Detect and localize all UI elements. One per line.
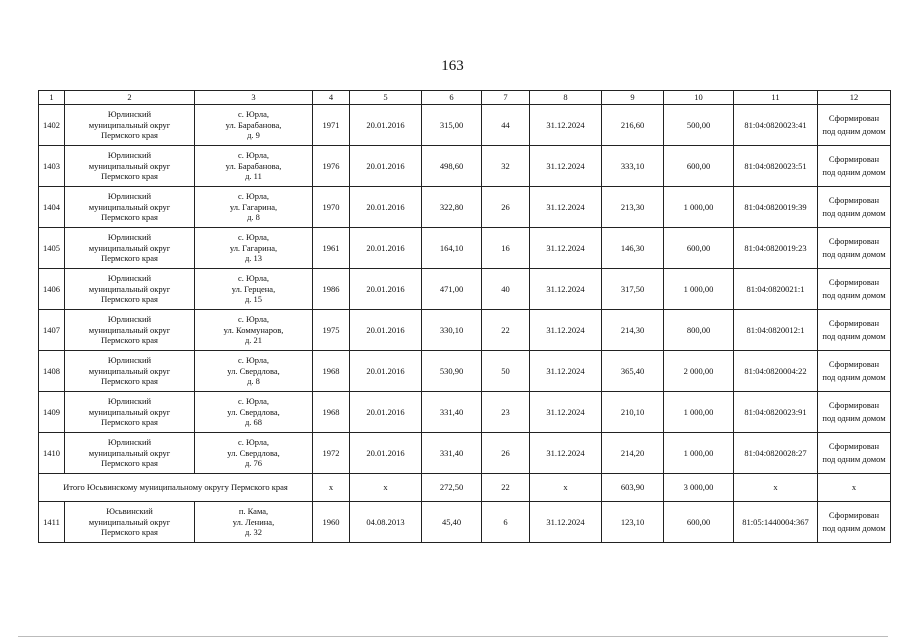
people-cell: 22 [482,310,530,351]
deadline-cell: 31.12.2024 [530,502,602,543]
cadastre-cell: 81:04:0820021:1 [734,269,818,310]
living-area-cell: 213,30 [602,187,664,228]
year-cell: 1968 [313,351,350,392]
address-cell-line: ул. Свердлова, [227,447,280,458]
table-body [39,91,891,543]
municipality-cell [65,392,195,433]
address-cell [195,351,313,392]
address-cell-line: д. 11 [245,171,262,182]
municipality-cell [65,228,195,269]
municipality-cell-line: муниципальный округ [88,406,171,417]
header-cell: 5 [350,91,422,105]
cost-cell: 500,00 [664,105,734,146]
municipality-cell-line: Пермского края [101,417,158,428]
year-cell: 1961 [313,228,350,269]
people-cell: 16 [482,228,530,269]
status-cell-line: Сформирован [828,113,880,123]
municipality-cell-line: муниципальный округ [88,365,171,376]
municipality-cell-line: Пермского края [101,376,158,387]
status-cell-line: Сформирован [828,195,880,205]
municipality-cell-line: Пермского края [101,335,158,346]
area-cell: 45,40 [422,502,482,543]
address-cell-line: п. Кама, [238,506,269,517]
date-cell: 20.01.2016 [350,392,422,433]
total-deadline-cell: x [530,474,602,502]
address-cell-line: д. 8 [247,376,260,387]
people-cell: 32 [482,146,530,187]
address-cell [195,269,313,310]
cost-cell: 600,00 [664,502,734,543]
municipality-cell-line: Юрлинский [107,232,152,243]
people-cell: 40 [482,269,530,310]
municipality-cell-line: муниципальный округ [88,119,171,130]
municipality-cell-line: Юрлинский [107,150,152,161]
table-row [39,105,891,146]
area-cell: 331,40 [422,433,482,474]
cost-cell: 600,00 [664,228,734,269]
address-cell-line: с. Юрла, [237,437,270,448]
municipality-cell-line: Пермского края [101,458,158,469]
people-cell: 26 [482,433,530,474]
page-bottom-rule [18,636,888,637]
total-living-cell: 603,90 [602,474,664,502]
header-cell: 10 [664,91,734,105]
municipality-cell-line: муниципальный округ [88,324,171,335]
living-area-cell: 317,50 [602,269,664,310]
status-cell-line: Сформирован [828,359,880,369]
row-number: 1408 [39,351,65,392]
municipality-cell-line: Юрлинский [107,314,152,325]
status-cell [818,310,891,351]
address-cell [195,105,313,146]
people-cell: 50 [482,351,530,392]
municipality-cell-line: муниципальный округ [88,447,171,458]
area-cell: 330,10 [422,310,482,351]
total-row [39,474,891,502]
municipality-cell-line: муниципальный округ [88,516,171,527]
deadline-cell: 31.12.2024 [530,310,602,351]
municipality-cell-line: Юрлинский [107,355,152,366]
area-cell: 322,80 [422,187,482,228]
cadastre-cell: 81:04:0820012:1 [734,310,818,351]
municipality-cell [65,187,195,228]
address-cell-line: д. 76 [244,458,263,469]
address-cell [195,502,313,543]
status-cell-line: под одним домом [822,413,886,423]
cadastre-cell: 81:04:0820023:51 [734,146,818,187]
living-area-cell: 365,40 [602,351,664,392]
area-cell: 498,60 [422,146,482,187]
cost-cell: 800,00 [664,310,734,351]
total-status-cell: x [818,474,891,502]
address-cell-line: с. Юрла, [237,150,270,161]
status-cell-line: Сформирован [828,318,880,328]
row-number: 1405 [39,228,65,269]
status-cell-line: Сформирован [828,510,880,520]
address-cell-line: д. 9 [247,130,260,141]
status-cell-line: под одним домом [822,290,886,300]
status-cell [818,187,891,228]
municipality-cell-line: Юсьвинский [106,506,153,517]
area-cell: 471,00 [422,269,482,310]
status-cell [818,269,891,310]
cadastre-cell: 81:04:0820028:27 [734,433,818,474]
status-cell [818,392,891,433]
area-cell: 315,00 [422,105,482,146]
deadline-cell: 31.12.2024 [530,228,602,269]
living-area-cell: 333,10 [602,146,664,187]
status-cell-line: под одним домом [822,167,886,177]
people-cell: 44 [482,105,530,146]
year-cell: 1976 [313,146,350,187]
area-cell: 164,10 [422,228,482,269]
municipality-cell [65,310,195,351]
year-cell: 1972 [313,433,350,474]
header-cell: 3 [195,91,313,105]
cost-cell: 1 000,00 [664,269,734,310]
address-cell-line: с. Юрла, [237,191,270,202]
address-cell-line: с. Юрла, [237,232,270,243]
address-cell [195,187,313,228]
table-row [39,310,891,351]
row-number: 1409 [39,392,65,433]
living-area-cell: 214,30 [602,310,664,351]
header-cell: 12 [818,91,891,105]
municipality-cell-line: Пермского края [101,171,158,182]
status-cell-line: Сформирован [828,400,880,410]
row-number: 1407 [39,310,65,351]
address-cell [195,310,313,351]
municipality-cell [65,146,195,187]
area-cell: 530,90 [422,351,482,392]
address-cell-line: ул. Свердлова, [227,406,280,417]
total-people-cell: 22 [482,474,530,502]
address-cell-line: д. 68 [244,417,263,428]
date-cell: 20.01.2016 [350,187,422,228]
table-row [39,502,891,543]
year-cell: 1970 [313,187,350,228]
status-cell [818,105,891,146]
deadline-cell: 31.12.2024 [530,392,602,433]
municipality-cell-line: Юрлинский [107,273,152,284]
status-cell [818,146,891,187]
municipality-cell-line: муниципальный округ [88,283,171,294]
address-cell [195,146,313,187]
row-number: 1411 [39,502,65,543]
year-cell: 1971 [313,105,350,146]
cadastre-cell: 81:04:0820023:41 [734,105,818,146]
year-cell: 1960 [313,502,350,543]
municipality-cell-line: Пермского края [101,130,158,141]
cost-cell: 1 000,00 [664,187,734,228]
cadastre-cell: 81:04:0820004:22 [734,351,818,392]
cadastre-cell: 81:04:0820023:91 [734,392,818,433]
cost-cell: 1 000,00 [664,433,734,474]
municipality-cell-line: Юрлинский [107,396,152,407]
address-cell-line: д. 21 [244,335,263,346]
municipality-cell-line: Пермского края [101,212,158,223]
header-cell: 2 [65,91,195,105]
status-cell-line: под одним домом [822,126,886,136]
cost-cell: 2 000,00 [664,351,734,392]
table-row [39,269,891,310]
deadline-cell: 31.12.2024 [530,269,602,310]
status-cell-line: под одним домом [822,208,886,218]
status-cell-line: Сформирован [828,236,880,246]
date-cell: 20.01.2016 [350,146,422,187]
row-number: 1404 [39,187,65,228]
deadline-cell: 31.12.2024 [530,187,602,228]
deadline-cell: 31.12.2024 [530,105,602,146]
cadastre-cell: 81:04:0820019:23 [734,228,818,269]
year-cell: 1986 [313,269,350,310]
date-cell: 20.01.2016 [350,433,422,474]
date-cell: 04.08.2013 [350,502,422,543]
status-cell-line: под одним домом [822,372,886,382]
year-cell: 1975 [313,310,350,351]
area-cell: 331,40 [422,392,482,433]
status-cell [818,351,891,392]
address-cell [195,433,313,474]
year-cell: 1968 [313,392,350,433]
page-number: 163 [441,58,464,74]
row-number: 1410 [39,433,65,474]
living-area-cell: 216,60 [602,105,664,146]
cost-cell: 1 000,00 [664,392,734,433]
table-row [39,146,891,187]
address-cell-line: ул. Гагарина, [229,201,278,212]
municipality-cell [65,269,195,310]
header-cell: 9 [602,91,664,105]
header-cell: 1 [39,91,65,105]
people-cell: 6 [482,502,530,543]
municipality-cell-line: Пермского края [101,527,158,538]
municipality-cell-line: Юрлинский [107,109,152,120]
status-cell [818,433,891,474]
status-cell-line: Сформирован [828,154,880,164]
people-cell: 26 [482,187,530,228]
status-cell-line: под одним домом [822,331,886,341]
status-cell-line: под одним домом [822,249,886,259]
header-cell: 8 [530,91,602,105]
total-area-cell: 272,50 [422,474,482,502]
header-cell: 6 [422,91,482,105]
municipality-cell-line: Пермского края [101,253,158,264]
cadastre-cell: 81:05:1440004:367 [734,502,818,543]
cost-cell: 600,00 [664,146,734,187]
total-label: Итого Юсьвинскому муниципальному округу Пермского края [39,474,313,502]
living-area-cell: 146,30 [602,228,664,269]
date-cell: 20.01.2016 [350,310,422,351]
living-area-cell: 214,20 [602,433,664,474]
table-row [39,228,891,269]
address-cell-line: с. Юрла, [237,109,270,120]
header-cell: 11 [734,91,818,105]
total-date-cell: x [350,474,422,502]
status-cell-line: Сформирован [828,441,880,451]
municipality-cell [65,351,195,392]
address-cell-line: ул. Барабанова, [225,119,282,130]
address-cell-line: с. Юрла, [237,273,270,284]
deadline-cell: 31.12.2024 [530,351,602,392]
municipality-cell-line: муниципальный округ [88,160,171,171]
cadastre-cell: 81:04:0820019:39 [734,187,818,228]
table-row [39,433,891,474]
row-number: 1402 [39,105,65,146]
header-cell: 4 [313,91,350,105]
address-cell-line: ул. Свердлова, [227,365,280,376]
total-cadastre-cell: x [734,474,818,502]
table-row [39,187,891,228]
date-cell: 20.01.2016 [350,351,422,392]
header-row [39,91,891,105]
status-cell-line: под одним домом [822,523,886,533]
municipality-cell-line: муниципальный округ [88,201,171,212]
address-cell [195,392,313,433]
address-cell-line: ул. Герцена, [231,283,276,294]
date-cell: 20.01.2016 [350,228,422,269]
date-cell: 20.01.2016 [350,269,422,310]
address-cell [195,228,313,269]
table-row [39,351,891,392]
total-cost-cell: 3 000,00 [664,474,734,502]
address-cell-line: д. 32 [244,527,263,538]
status-cell-line: Сформирован [828,277,880,287]
address-cell-line: с. Юрла, [237,396,270,407]
row-number: 1406 [39,269,65,310]
address-cell-line: д. 15 [244,294,263,305]
municipality-cell-line: Юрлинский [107,437,152,448]
total-year-cell: x [313,474,350,502]
municipality-cell [65,433,195,474]
municipality-cell [65,105,195,146]
header-cell: 7 [482,91,530,105]
living-area-cell: 210,10 [602,392,664,433]
row-number: 1403 [39,146,65,187]
date-cell: 20.01.2016 [350,105,422,146]
address-cell-line: д. 13 [244,253,263,264]
municipality-cell-line: Юрлинский [107,191,152,202]
status-cell [818,502,891,543]
municipality-cell-line: муниципальный округ [88,242,171,253]
address-cell-line: ул. Коммунаров, [223,324,284,335]
deadline-cell: 31.12.2024 [530,433,602,474]
address-cell-line: ул. Барабанова, [225,160,282,171]
housing-registry-table [38,90,891,543]
status-cell-line: под одним домом [822,454,886,464]
deadline-cell: 31.12.2024 [530,146,602,187]
living-area-cell: 123,10 [602,502,664,543]
address-cell-line: д. 8 [247,212,260,223]
address-cell-line: ул. Гагарина, [229,242,278,253]
address-cell-line: с. Юрла, [237,314,270,325]
municipality-cell-line: Пермского края [101,294,158,305]
address-cell-line: с. Юрла, [237,355,270,366]
municipality-cell [65,502,195,543]
people-cell: 23 [482,392,530,433]
table-row [39,392,891,433]
address-cell-line: ул. Ленина, [232,516,275,527]
status-cell [818,228,891,269]
